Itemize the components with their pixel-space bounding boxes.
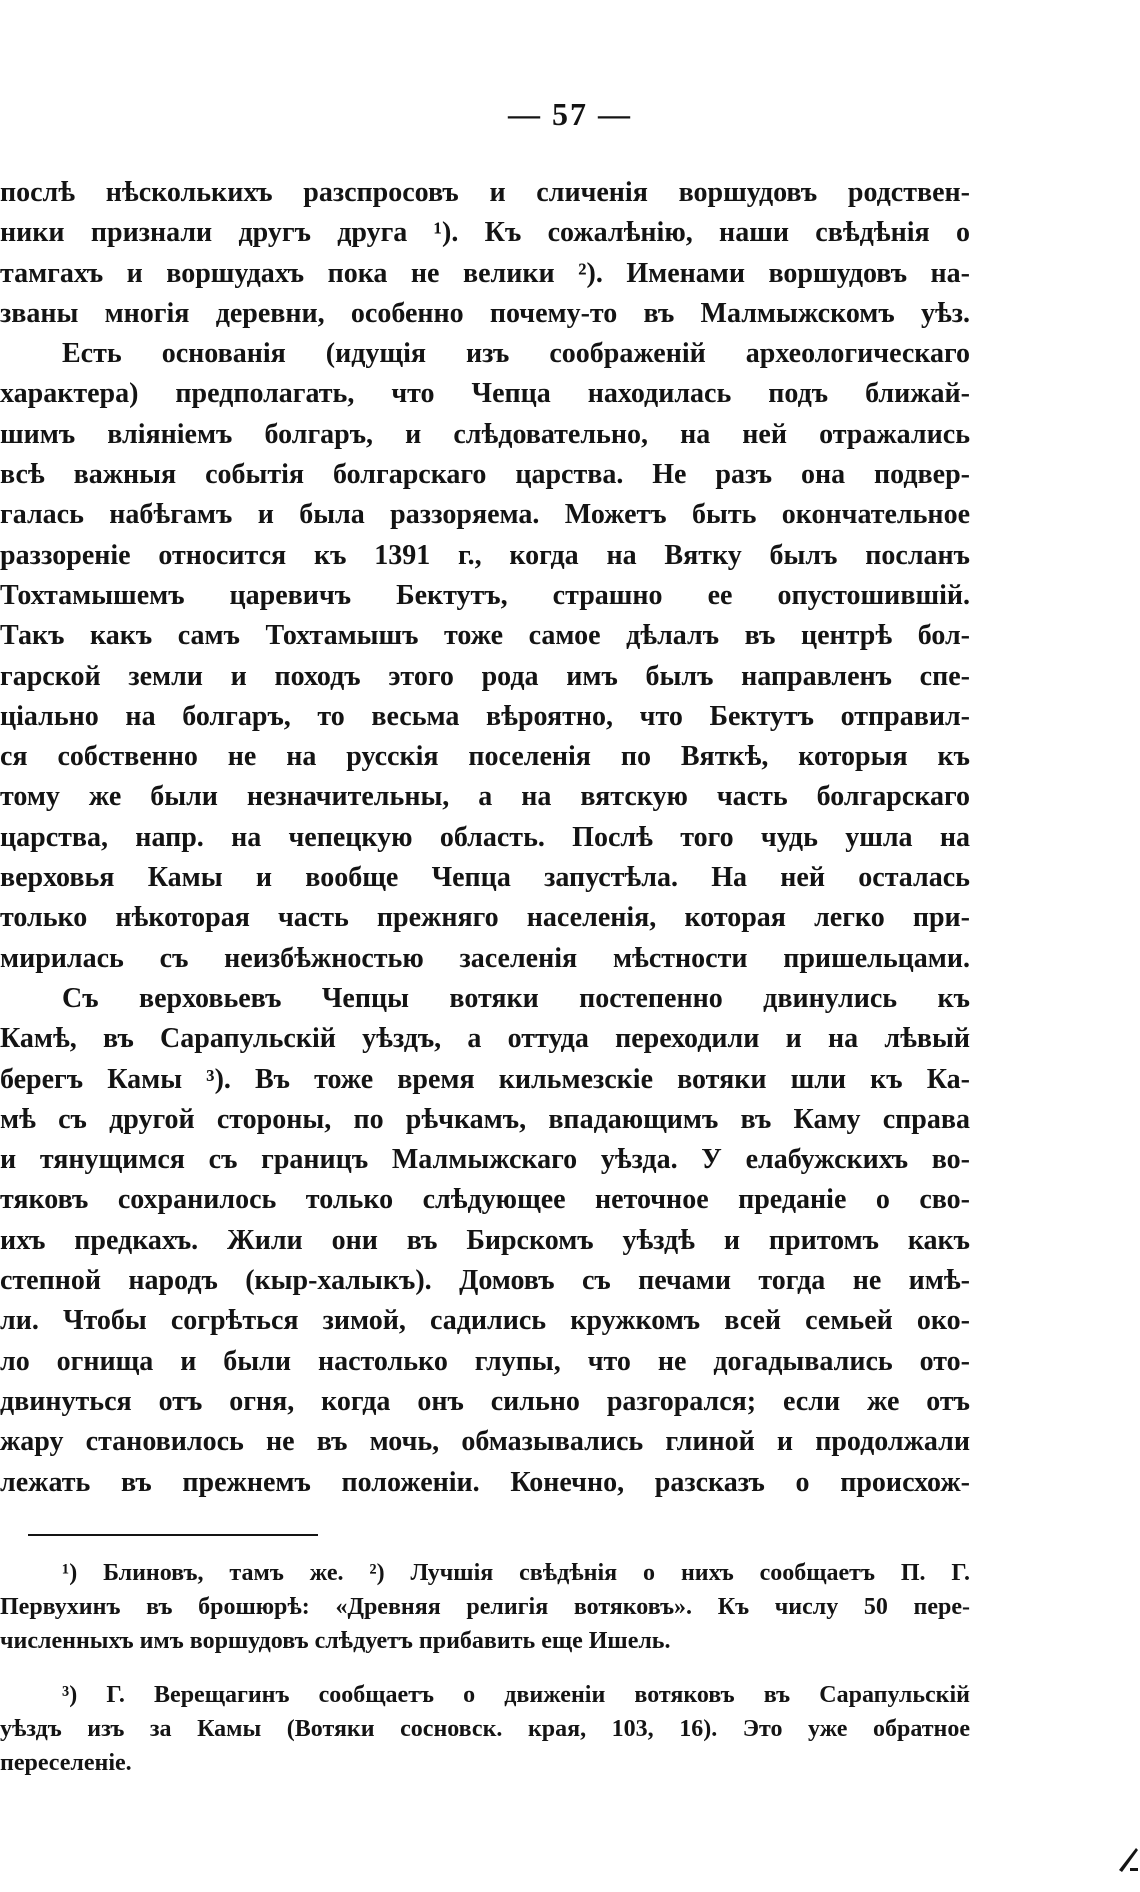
text-line: Такъ какъ самъ Тохтамышъ тоже самое дѣлалъ въ центрѣ бол- — [0, 620, 970, 652]
text-line: всѣ важныя событія болгарскаго царства. Не разъ она подвер- — [0, 459, 970, 491]
text-line: гарской земли и походъ этого рода имъ былъ направленъ спе- — [0, 660, 970, 692]
text-line: ли. Чтобы согрѣться зимой, садились кружкомъ всей семьей око- — [0, 1305, 970, 1337]
text-line: шимъ вліяніемъ болгаръ, и слѣдовательно, на ней отражались — [0, 418, 970, 450]
footnotes — [0, 1556, 970, 1780]
text-line: верховья Камы и вообще Чепца запустѣла. На ней осталась — [0, 862, 970, 894]
page-number: — 57 — — [508, 96, 632, 132]
paragraph-start-line: Съ верховьевъ Чепцы вотяки постепенно двинулись къ — [62, 982, 970, 1014]
text-line: царства, напр. на чепецкую область. Послѣ того чудь ушла на — [0, 821, 970, 853]
text-line: тяковъ сохранилось только слѣдующее неточное преданіе о сво- — [0, 1184, 970, 1216]
text-line: раззореніе относится къ 1391 г., когда на Вятку былъ посланъ — [0, 539, 970, 571]
text-line: мѣ съ другой стороны, по рѣчкамъ, впадающимъ въ Каму справа — [0, 1103, 970, 1135]
footnote-line: ¹) Блиновъ, тамъ же. ²) Лучшія свѣдѣнія о нихъ сообщаетъ П. Г. — [62, 1560, 970, 1586]
main-text — [0, 173, 970, 1503]
text-line: ихъ предкахъ. Жили они въ Бирскомъ уѣздѣ и притомъ какъ — [0, 1224, 970, 1256]
footnote-line: численныхъ имъ воршудовъ слѣдуетъ прибавить еще Ишель. — [0, 1628, 671, 1654]
text-line: ся собственно не на русскія поселенія по Вяткѣ, которыя къ — [0, 741, 970, 773]
footnote-line: Первухинъ въ брошюрѣ: «Древняя религія вотяковъ». Къ числу 50 пере- — [0, 1594, 970, 1620]
footnote-gap — [0, 1658, 970, 1678]
text-line: и тянущимся съ границъ Малмыжскаго уѣзда. У елабужскихъ во- — [0, 1144, 970, 1176]
text-line: берегъ Камы ³). Въ тоже время кильмезскіе вотяки шли къ Ка- — [0, 1063, 970, 1095]
paragraph-start-line: Есть основанія (идущія изъ соображеній археологическаго — [62, 338, 970, 370]
text-line: послѣ нѣсколькихъ разспросовъ и сличенія воршудовъ родствен- — [0, 177, 970, 208]
text-line: званы многія деревни, особенно почему-то въ Малмыжскомъ уѣз. — [0, 297, 970, 329]
text-line: характера) предполагать, что Чепца находилась подъ ближай- — [0, 378, 970, 410]
text-line: лежать въ прежнемъ положеніи. Конечно, разсказъ о происхож- — [0, 1466, 970, 1498]
footnote-divider — [28, 1534, 318, 1536]
footnote-line: уѣздъ изъ за Камы (Вотяки сосновск. края, 103, 16). Это уже обратное — [0, 1716, 970, 1742]
text-line: двинуться отъ огня, когда онъ сильно разгорался; если же отъ — [0, 1385, 970, 1417]
text-line: тамгахъ и воршудахъ пока не велики ²). Именами воршудовъ на- — [0, 257, 970, 289]
text-line: мирилась съ неизбѣжностью заселенія мѣстности пришельцами. — [0, 942, 970, 974]
text-line: ціально на болгаръ, то весьма вѣроятно, что Бектутъ отправил- — [0, 700, 970, 732]
text-line: ники признали другъ друга ¹). Къ сожалѣнію, наши свѣдѣнія о — [0, 217, 970, 249]
text-line: ло огнища и были настолько глупы, что не догадывались ото- — [0, 1345, 970, 1377]
footnote-line: переселеніе. — [0, 1750, 132, 1776]
text-line: только нѣкоторая часть прежняго населенія, которая легко при- — [0, 902, 970, 934]
footnote-line: ³) Г. Верещагинъ сообщаетъ о движеніи вотяковъ въ Сарапульскій — [62, 1682, 970, 1708]
text-line: степной народъ (кыр-халыкъ). Домовъ съ печами тогда не имѣ- — [0, 1265, 970, 1297]
text-line: тому же были незначительны, а на вятскую часть болгарскаго — [0, 781, 970, 813]
text-line: жару становилось не въ мочь, обмазывались глиной и продолжали — [0, 1426, 970, 1458]
text-line: галась набѣгамъ и была раззоряема. Можетъ быть окончательное — [0, 499, 970, 531]
corner-ink-mark — [1116, 1840, 1140, 1874]
text-line: Тохтамышемъ царевичъ Бектутъ, страшно ее опустошившій. — [0, 579, 970, 611]
text-line: Камѣ, въ Сарапульскій уѣздъ, а оттуда переходили и на лѣвый — [0, 1023, 970, 1055]
